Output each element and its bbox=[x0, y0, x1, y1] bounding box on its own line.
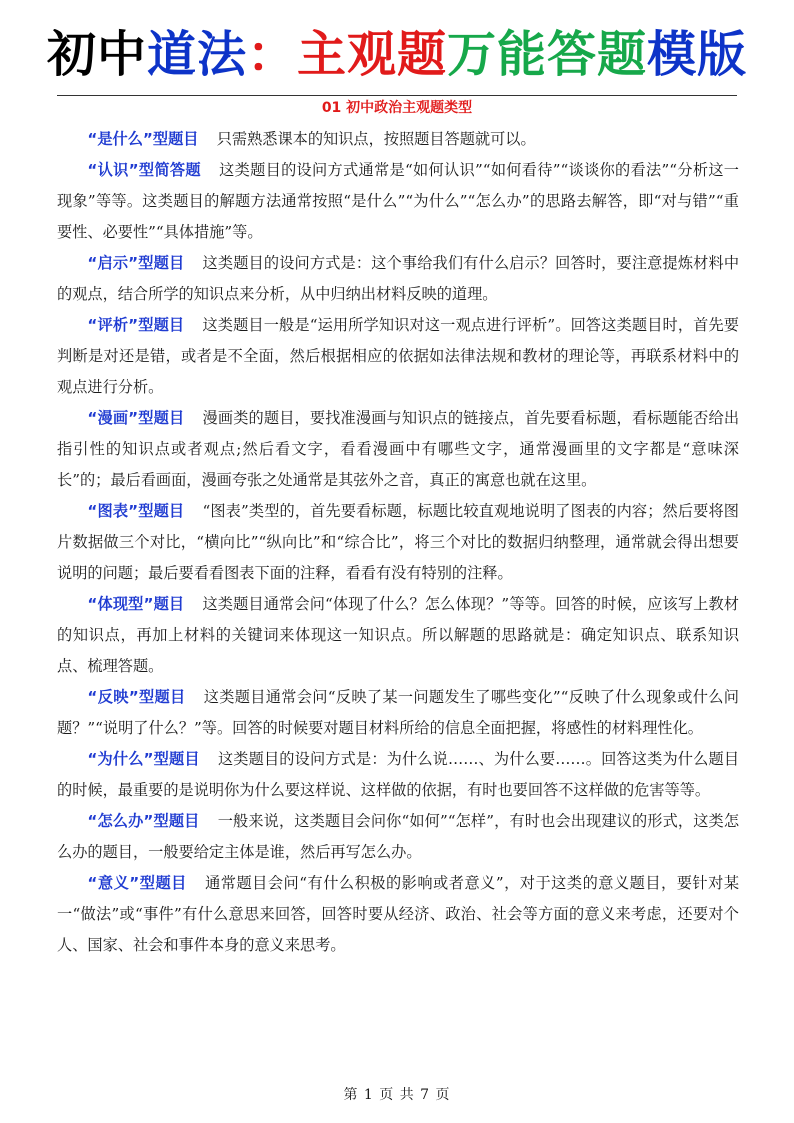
paragraph-how bbox=[57, 806, 739, 868]
paragraph-chart bbox=[57, 496, 739, 589]
title-part-1: 初中 bbox=[46, 26, 147, 83]
question-type-heading: “认识”型简答题 bbox=[87, 161, 201, 179]
title-divider bbox=[57, 95, 737, 96]
paragraph-cartoon bbox=[57, 403, 739, 496]
question-type-heading: “体现型”题目 bbox=[87, 595, 185, 613]
question-type-heading: “评析”型题目 bbox=[87, 316, 185, 334]
paragraph-enlightenment bbox=[57, 248, 739, 310]
document-title bbox=[0, 22, 794, 88]
paragraph-text: 这类题目一般是“运用所学知识对这一观点进行评析”。回答这类题目时，首先要判断是对还是错，或者是不全面，然后根据相应的依据如法律法规和教材的理论等，再联系材料中的观点进行分析。 bbox=[57, 316, 739, 396]
paragraph-reflection bbox=[57, 682, 739, 744]
paragraph-significance bbox=[57, 868, 739, 961]
paragraph-evaluation bbox=[57, 310, 739, 403]
question-type-heading: “意义”型题目 bbox=[87, 874, 187, 892]
question-type-heading: “怎么办”型题目 bbox=[87, 812, 200, 830]
page-footer: 第 1 页 共 7 页 bbox=[343, 1087, 451, 1103]
paragraph-text: “图表”类型的，首先要看标题，标题比较直观地说明了图表的内容；然后要将图片数据做三个对比，“横向比”“纵向比”和“综合比”，将三个对比的数据归纳整理，通常就会得出想要说明的问题；最后要看看图表下面的注释，看看有没有特别的注释。 bbox=[57, 502, 739, 582]
paragraph-text: 只需熟悉课本的知识点，按照题目答题就可以。 bbox=[216, 130, 536, 148]
question-type-heading: “反映”型题目 bbox=[87, 688, 186, 706]
title-part-3: ：主观题 bbox=[246, 26, 447, 83]
document-body bbox=[57, 124, 739, 961]
paragraph-text: 通常题目会问“有什么积极的影响或者意义”，对于这类的意义题目，要针对某一“做法”或“事件”有什么意思来回答，回答时要从经济、政治、社会等方面的意义来考虑，还要对个人、国家、社会和事件本身的意义来思考。 bbox=[57, 874, 740, 954]
paragraph-text: 这类题目通常会问“体现了什么？怎么体现？”等等。回答的时候，应该写上教材的知识点，再加上材料的关键词来体现这一知识点。所以解题的思路就是：确定知识点、联系知识点、梳理答题。 bbox=[57, 595, 739, 675]
title-part-5: 模版 bbox=[647, 26, 748, 83]
paragraph-embodiment bbox=[57, 589, 739, 682]
paragraph-text: 这类题目的设问方式是：为什么说……、为什么要……。回答这类为什么题目的时候，最重要的是说明你为什么要这样说、这样做的依据，有时也要回答不这样做的危害等等。 bbox=[57, 750, 740, 799]
section-subtitle: 01 初中政治主观题类型 bbox=[321, 100, 473, 116]
title-part-2: 道法 bbox=[146, 26, 247, 83]
paragraph-what bbox=[57, 124, 739, 155]
paragraph-why bbox=[57, 744, 739, 806]
paragraph-text: 这类题目通常会问“反映了某一问题发生了哪些变化”“反映了什么现象或什么问题？”“说明了什么？”等。回答的时候要对题目材料所给的信息全面把握，将感性的材料理性化。 bbox=[57, 688, 739, 737]
question-type-heading: “是什么”型题目 bbox=[87, 130, 199, 148]
paragraph-text: 这类题目的设问方式是：这个事给我们有什么启示？回答时，要注意提炼材料中的观点，结合所学的知识点来分析，从中归纳出材料反映的道理。 bbox=[57, 254, 740, 303]
question-type-heading: “启示”型题目 bbox=[87, 254, 185, 272]
question-type-heading: “图表”型题目 bbox=[87, 502, 185, 520]
title-part-4: 万能答题 bbox=[447, 26, 648, 83]
paragraph-understanding bbox=[57, 155, 739, 248]
paragraph-text: 一般来说，这类题目会问你“如何”“怎样”，有时也会出现建议的形式，这类怎么办的题目，一般要给定主体是谁，然后再写怎么办。 bbox=[57, 812, 740, 861]
question-type-heading: “漫画”型题目 bbox=[87, 409, 185, 427]
question-type-heading: “为什么”型题目 bbox=[87, 750, 200, 768]
paragraph-text: 漫画类的题目，要找准漫画与知识点的链接点，首先要看标题，看标题能否给出指引性的知识点或者观点;然后看文字，看看漫画中有哪些文字，通常漫画里的文字都是“意味深长”的；最后看画面，漫画夸张之处通常是其弦外之音，真正的寓意也就在这里。 bbox=[57, 409, 740, 489]
paragraph-text: 这类题目的设问方式通常是“如何认识”“如何看待”“谈谈你的看法”“分析这一现象”等等。这类题目的解题方法通常按照“是什么”“为什么”“怎么办”的思路去解答，即“对与错”“重要性、必要性”“具体措施”等。 bbox=[57, 161, 739, 241]
